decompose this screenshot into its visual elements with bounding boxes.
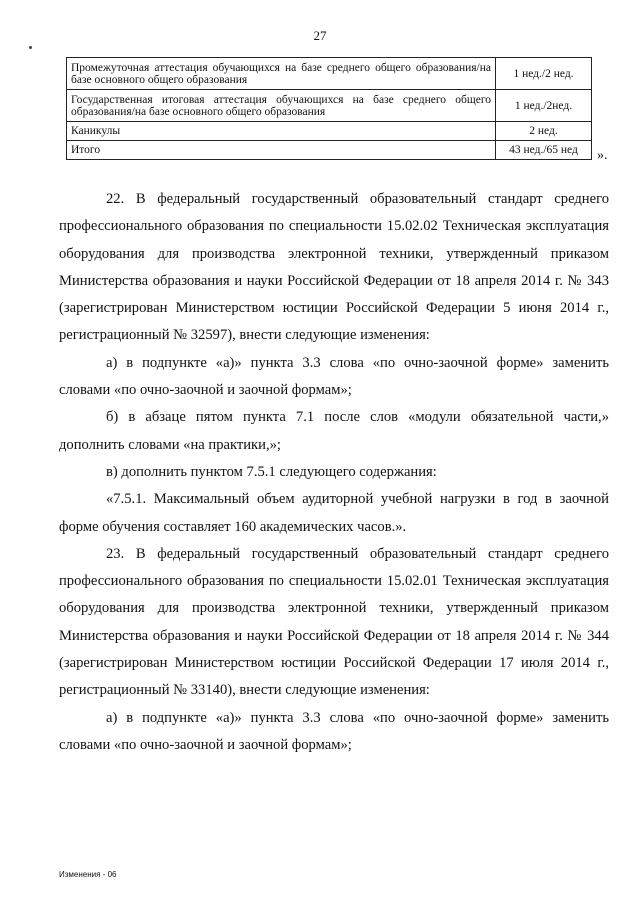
paragraph-22-b: б) в абзаце пятом пункта 7.1 после слов «модули обязательной части,» дополнить словами «на практики,»; [59, 409, 609, 453]
table-row [67, 90, 592, 122]
scan-dot [29, 46, 32, 49]
paragraph-22-v: в) дополнить пунктом 7.5.1 следующего содержания: [106, 463, 437, 480]
closing-quote: ». [597, 148, 608, 163]
table-cell-value: 1 нед./2нед. [496, 90, 592, 122]
table-cell-value: 43 нед./65 нед [496, 141, 592, 160]
paragraph-22: 22. В федеральный государственный образовательный стандарт среднего профессионального образования по специальности 15.02.02 Техническая эксплуатация оборудования для производства электронной техники, утвержденный приказом Министерства образования и науки Российской Федерации от 18 апреля 2014 г. № 343 (зарегистрирован Министерством юстиции Российской Федерации 5 июня 2014 г., регистрационный № 32597), внести следующие изменения: [59, 191, 609, 344]
paragraph-23: 23. В федеральный государственный образовательный стандарт среднего профессионального образования по специальности 15.02.01 Техническая эксплуатация оборудования для производства электронной техники, утвержденный приказом Министерства образования и науки Российской Федерации от 18 апреля 2014 г. № 344 (зарегистрирован Министерством юстиции Российской Федерации 17 июля 2014 г., регистрационный № 33140), внести следующие изменения: [59, 545, 609, 699]
table-row [67, 141, 592, 160]
footer-note: Изменения - 06 [59, 870, 117, 879]
table-cell-label: Каникулы [67, 122, 496, 141]
paragraph-22-a: а) в подпункте «а)» пункта 3.3 слова «по очно-заочной форме» заменить словами «по очно-заочной и заочной формам»; [59, 354, 609, 399]
table-row [67, 58, 592, 90]
table-row [67, 122, 592, 141]
table-cell-label: Промежуточная аттестация обучающихся на базе среднего общего образования/на базе основного общего образования [67, 58, 496, 90]
paragraph-22-quote: «7.5.1. Максимальный объем аудиторной учебной нагрузки в год в заочной форме обучения составляет 160 академических часов.». [59, 491, 609, 535]
page-number: 27 [313, 28, 327, 43]
table-cell-label: Государственная итоговая аттестация обучающихся на базе среднего общего образования/на базе основного общего образования [67, 90, 496, 122]
table-cell-label: Итого [67, 141, 496, 160]
paragraph-23-a: а) в подпункте «а)» пункта 3.3 слова «по очно-заочной форме» заменить словами «по очно-заочной и заочной формам»; [59, 709, 609, 753]
table-cell-value: 1 нед./2 нед. [496, 58, 592, 90]
document-body [59, 186, 609, 759]
table-cell-value: 2 нед. [496, 122, 592, 141]
schedule-table [66, 57, 592, 160]
